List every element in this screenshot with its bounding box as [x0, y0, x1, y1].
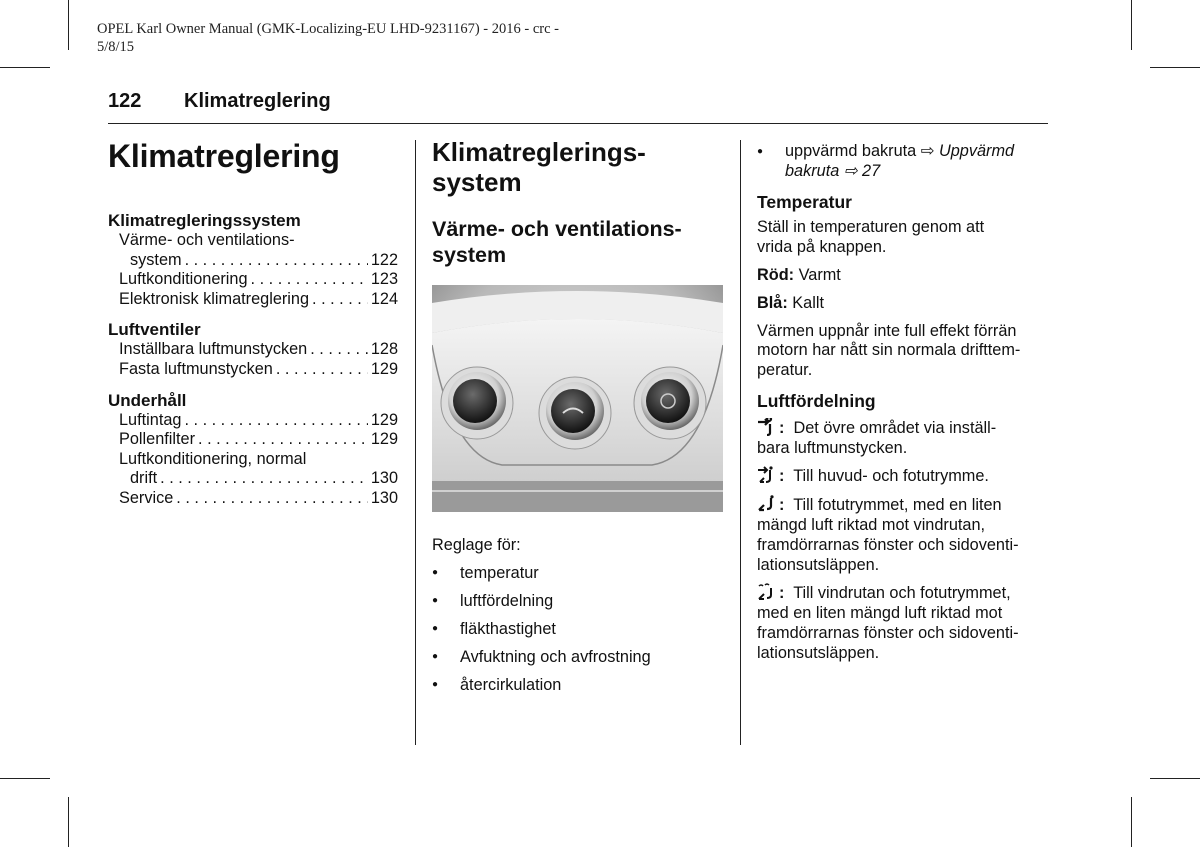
xref-arrow-icon: ⇨	[843, 161, 858, 180]
middle-column	[432, 137, 724, 268]
toc-entry[interactable]	[108, 231, 398, 251]
toc-leader	[176, 489, 368, 509]
red-setting	[757, 266, 1049, 286]
distribution-mode-floor	[757, 495, 1049, 575]
toc-page: 129	[370, 410, 398, 429]
toc-leader	[251, 270, 368, 290]
distribution-mode-upper	[757, 418, 1049, 459]
chapter-title: Klimatreglering	[108, 138, 340, 174]
toc-entry[interactable]	[108, 411, 398, 431]
center-knob	[539, 377, 611, 449]
toc-entry[interactable]	[108, 340, 398, 360]
chapter-toc	[108, 138, 398, 509]
crop-mark	[1131, 0, 1132, 50]
section-title: Klimatreglering	[184, 90, 331, 112]
toc-entry-text: Luftkonditionering	[119, 270, 248, 289]
red-value: Varmt	[798, 265, 841, 284]
print-metadata	[97, 20, 559, 56]
toc-entry-text: Elektronisk klimatreglering	[119, 289, 310, 308]
section-heading-line: Klimatreglerings-	[432, 137, 646, 167]
link-text: Uppvärmd	[938, 142, 1015, 160]
list-item: ● temperatur	[432, 563, 651, 591]
section-heading-line: system	[432, 167, 522, 197]
intro-text: Reglage för:	[432, 536, 521, 554]
toc-entry-text: drift	[130, 469, 158, 488]
toc-page: 129	[370, 430, 398, 449]
vent-defrost-floor-icon	[757, 583, 775, 601]
blue-setting	[757, 294, 1049, 314]
text-line: Ställ in temperaturen genom att	[757, 218, 985, 237]
metadata-line: OPEL Karl Owner Manual (GMK-Localizing-EU LHD-9231167) - 2016 - crc -	[97, 21, 559, 37]
list-item: ● Avfuktning och avfrostning	[432, 647, 651, 675]
text-line: vrida på knappen.	[757, 238, 887, 257]
text-line: Till vindrutan och fotutrymmet,	[793, 584, 1011, 603]
vent-head-foot-icon	[757, 466, 775, 484]
subsection-heading-line: Värme- och ventilations-	[432, 217, 682, 241]
text-line: mängd luft riktad mot vindrutan,	[757, 515, 986, 534]
crop-mark	[1150, 67, 1200, 68]
list-item: ● fläkthastighet	[432, 619, 651, 647]
toc-entry-text: Pollenfilter	[119, 430, 196, 449]
link-text: bakruta	[785, 161, 840, 180]
toc-entry[interactable]	[108, 430, 398, 450]
right-column	[757, 142, 1049, 672]
toc-leader	[276, 360, 368, 380]
vent-floor-icon	[757, 495, 775, 513]
text-line: framdörrarnas fönster och sidoventi-	[757, 623, 1019, 642]
subsection-heading	[432, 216, 724, 268]
colon: :	[779, 496, 785, 515]
toc-page: 128	[370, 340, 398, 359]
crop-mark	[1131, 797, 1132, 847]
toc-entry-text: Inställbara luftmunstycken	[119, 340, 308, 359]
list-item: ● återcirkulation	[432, 675, 651, 703]
text-line: Till fotutrymmet, med en liten	[793, 496, 1002, 515]
toc-entry-text: Luftkonditionering, normal	[119, 449, 307, 468]
metadata-date: 5/8/15	[97, 39, 135, 55]
colon: :	[779, 584, 785, 603]
temperature-heading: Temperatur	[757, 191, 852, 212]
crop-mark	[0, 67, 50, 68]
toc-entry-text: Service	[119, 488, 174, 507]
note-text	[757, 322, 1049, 381]
list-item: ● luftfördelning	[432, 591, 651, 619]
column-divider	[740, 140, 741, 745]
text-line: framdörrarnas fönster och sidoventi-	[757, 535, 1019, 554]
controls-list	[432, 563, 651, 703]
link-page: 27	[862, 161, 881, 180]
column-divider	[415, 140, 416, 745]
colon: :	[779, 467, 785, 486]
crop-mark	[68, 0, 69, 50]
toc-entry[interactable]	[108, 360, 398, 380]
toc-entry[interactable]	[108, 251, 398, 271]
toc-entry-text: Fasta luftmunstycken	[119, 359, 273, 378]
text-line: lationsutsläppen.	[757, 555, 880, 574]
crop-mark	[0, 778, 50, 779]
toc-page: 122	[370, 250, 398, 269]
right-knob	[634, 367, 706, 439]
bullet-text: uppvärmd bakruta	[785, 142, 917, 160]
toc-entry-text: Värme- och ventilations-	[119, 231, 295, 249]
section-heading	[432, 137, 724, 197]
climate-control-photo	[432, 285, 723, 512]
crop-mark	[68, 797, 69, 847]
text-line: Till huvud- och fotutrymme.	[793, 467, 989, 486]
toc-page: 123	[370, 270, 398, 289]
subsection-heading-line: system	[432, 243, 507, 267]
colon: :	[779, 418, 785, 437]
toc-section-heading: Luftventiler	[108, 320, 201, 340]
toc-section-heading: Underhåll	[108, 390, 187, 410]
distribution-mode-defrost-floor	[757, 583, 1049, 663]
text-line: Det övre området via inställ-	[793, 418, 997, 437]
toc-page: 130	[370, 488, 398, 507]
toc-page: 124	[370, 289, 398, 308]
left-knob	[441, 367, 513, 439]
toc-entry[interactable]	[108, 450, 398, 470]
toc-leader	[160, 469, 368, 489]
blue-label: Blå:	[757, 293, 788, 312]
red-label: Röd:	[757, 265, 795, 284]
toc-leader	[184, 411, 367, 431]
toc-section-heading: Klimatregleringssystem	[108, 211, 301, 230]
blue-value: Kallt	[792, 293, 824, 312]
toc-entry-text: system	[130, 250, 182, 269]
toc-page: 130	[370, 469, 398, 488]
toc-entry-text: Luftintag	[119, 410, 182, 429]
vent-upper-icon	[757, 418, 775, 436]
xref-arrow-icon: ⇨	[920, 142, 935, 160]
text-line: Värmen uppnår inte full effekt förrän	[757, 321, 1017, 340]
toc-entry[interactable]	[108, 469, 398, 489]
list-item	[757, 142, 1049, 182]
header-rule	[108, 123, 1048, 124]
toc-page: 129	[370, 359, 398, 378]
crop-mark	[1150, 778, 1200, 779]
text-line: med en liten mängd luft riktad mot	[757, 604, 1003, 623]
temperature-text	[757, 218, 1049, 258]
toc-leader	[198, 430, 368, 450]
text-line: motorn har nått sin normala drifttem-	[757, 341, 1021, 360]
running-header	[108, 90, 331, 113]
air-distribution-heading: Luftfördelning	[757, 390, 876, 411]
toc-leader	[312, 290, 368, 310]
text-line: lationsutsläppen.	[757, 643, 880, 662]
text-line: peratur.	[757, 361, 813, 380]
page-number: 122	[108, 90, 142, 112]
toc-leader	[185, 251, 368, 271]
text-line: bara luftmunstycken.	[757, 438, 908, 457]
toc-entry[interactable]	[108, 489, 398, 509]
toc-leader	[310, 340, 368, 360]
toc-entry[interactable]	[108, 290, 398, 310]
distribution-mode-head-foot	[757, 466, 1049, 487]
toc-entry[interactable]	[108, 270, 398, 290]
